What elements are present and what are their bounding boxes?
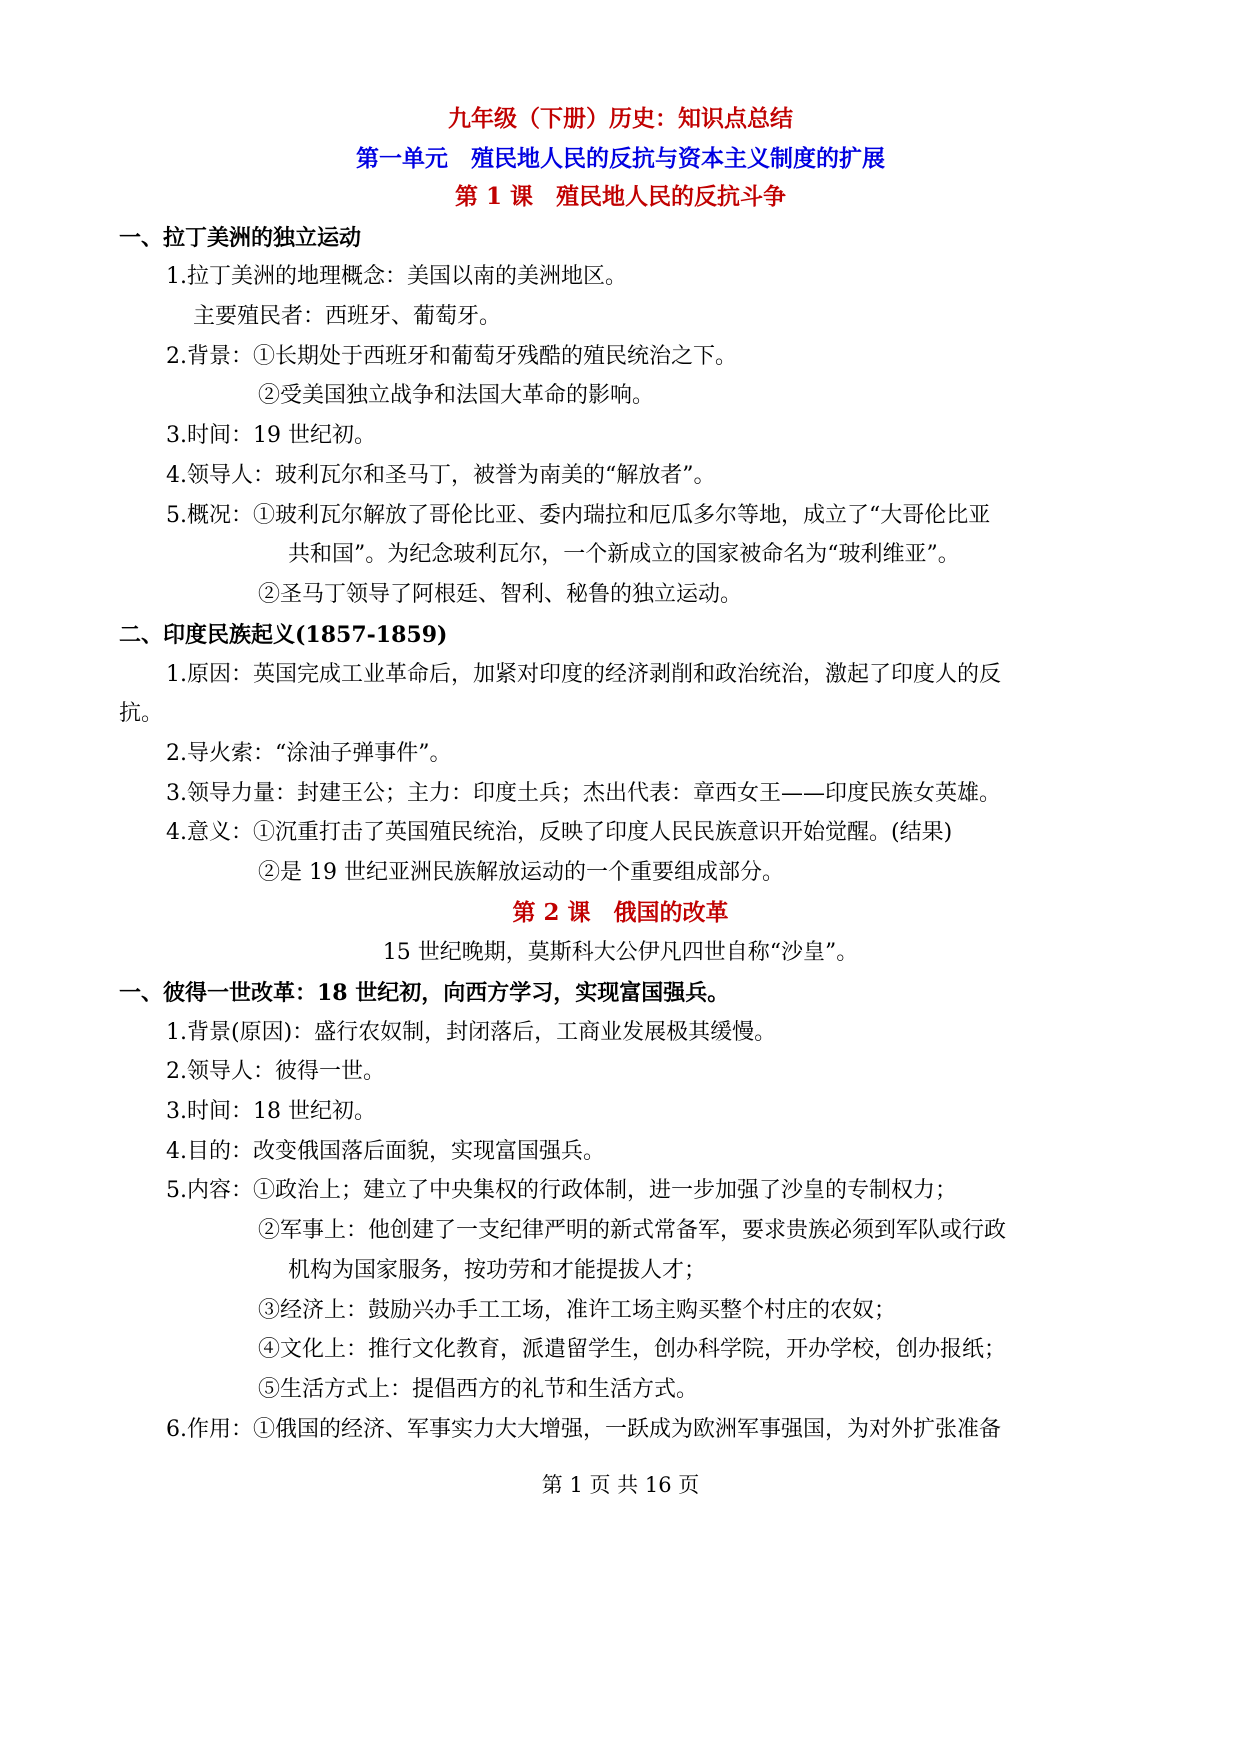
text-line: 6.作用：①俄国的经济、军事实力大大增强，一跃成为欧洲军事强国，为对外扩张准备 — [166, 1417, 1001, 1442]
text-line: 1.背景(原因)：盛行农奴制，封闭落后，工商业发展极其缓慢。 — [166, 1020, 777, 1045]
text-line: ②军事上：他创建了一支纪律严明的新式常备军，要求贵族必须到军队或行政 — [258, 1218, 1007, 1243]
unit-title: 第一单元 殖民地人民的反抗与资本主义制度的扩展 — [356, 145, 885, 172]
text-line: 3.领导力量：封建王公；主力：印度土兵；杰出代表：章西女王——印度民族女英雄。 — [166, 781, 1001, 806]
text-line: ④文化上：推行文化教育，派遣留学生，创办科学院，开办学校，创办报纸； — [258, 1337, 1007, 1362]
text-line: 机构为国家服务，按功劳和才能提拔人才； — [288, 1258, 707, 1283]
text-line: ②是 19 世纪亚洲民族解放运动的一个重要组成部分。 — [258, 860, 784, 885]
text-line: 共和国”。为纪念玻利瓦尔，一个新成立的国家被命名为“玻利维亚”。 — [288, 542, 960, 567]
text-line: ②受美国独立战争和法国大革命的影响。 — [258, 383, 655, 408]
text-line: 2.导火索：“涂油子弹事件”。 — [166, 741, 452, 766]
text-line: ②圣马丁领导了阿根廷、智利、秘鲁的独立运动。 — [258, 582, 743, 607]
text-line: 5.概况：①玻利瓦尔解放了哥伦比亚、委内瑞拉和厄瓜多尔等地，成立了“大哥伦比亚 — [166, 503, 991, 528]
lesson1-section2-heading: 二、印度民族起义(1857-1859) — [119, 622, 448, 648]
text-line: 4.领导人：玻利瓦尔和圣马丁，被誉为南美的“解放者”。 — [166, 463, 716, 488]
text-line: 抗。 — [119, 701, 164, 726]
document-title: 九年级（下册）历史：知识点总结 — [448, 105, 793, 132]
lesson2-section1-heading: 一、彼得一世改革：18 世纪初，向西方学习，实现富国强兵。 — [119, 980, 730, 1006]
text-line: 2.背景：①长期处于西班牙和葡萄牙残酷的殖民统治之下。 — [166, 344, 737, 369]
text-line: 5.内容：①政治上；建立了中央集权的行政体制，进一步加强了沙皇的专制权力； — [166, 1178, 957, 1203]
lesson2-title: 第 2 课 俄国的改革 — [512, 899, 729, 926]
page-footer: 第 1 页 共 16 页 — [541, 1473, 700, 1497]
text-line: ⑤生活方式上：提倡西方的礼节和生活方式。 — [258, 1377, 699, 1402]
text-line: ③经济上：鼓励兴办手工工场，准许工场主购买整个村庄的农奴； — [258, 1298, 897, 1323]
lesson1-title: 第 1 课 殖民地人民的反抗斗争 — [454, 183, 787, 210]
lesson1-section1-heading: 一、拉丁美洲的独立运动 — [119, 225, 362, 251]
text-line: 4.目的：改变俄国落后面貌，实现富国强兵。 — [166, 1139, 605, 1164]
text-line: 1.拉丁美洲的地理概念：美国以南的美洲地区。 — [166, 264, 627, 289]
text-line: 主要殖民者：西班牙、葡萄牙。 — [193, 304, 502, 329]
lesson2-intro: 15 世纪晚期，莫斯科大公伊凡四世自称“沙皇”。 — [382, 940, 859, 965]
text-line: 1.原因：英国完成工业革命后，加紧对印度的经济剥削和政治统治，激起了印度人的反 — [166, 662, 1001, 687]
text-line: 2.领导人：彼得一世。 — [166, 1059, 385, 1084]
text-line: 4.意义：①沉重打击了英国殖民统治，反映了印度人民民族意识开始觉醒。(结果) — [166, 820, 953, 845]
text-line: 3.时间：19 世纪初。 — [166, 423, 376, 448]
text-line: 3.时间：18 世纪初。 — [166, 1099, 376, 1124]
